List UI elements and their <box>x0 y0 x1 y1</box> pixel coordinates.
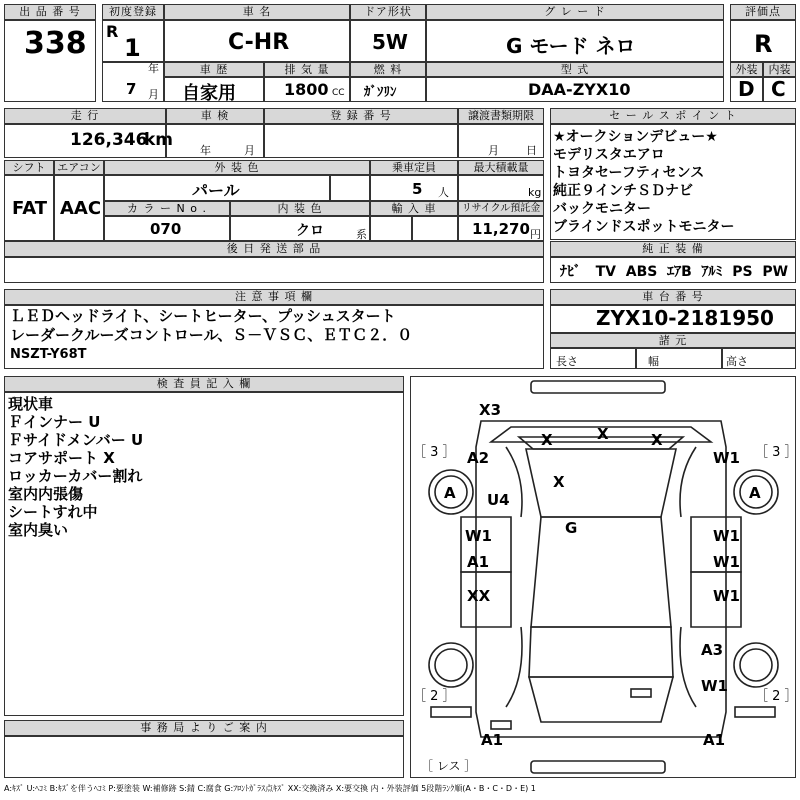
inspector-line: コアサポート X <box>8 449 115 467</box>
first-reg-header: 初度登録 <box>102 4 164 20</box>
bracket-rear-right: ［ 2 ］ <box>755 689 798 704</box>
sales-point-item: モデリスタエアロ <box>553 147 665 163</box>
sales-point-list <box>553 128 734 236</box>
import-cell-a <box>370 216 412 241</box>
reg-no-header: 登 録 番 号 <box>264 108 458 124</box>
yen-unit: 円 <box>530 228 541 241</box>
sales-point-item: 純正９インチＳＤナビ <box>553 183 693 199</box>
int-grade: C <box>771 77 786 101</box>
equipment-item: ｴｱB <box>667 264 692 280</box>
reg-year: 1 <box>124 34 141 62</box>
inspector-line: ロッカーカバー割れ <box>8 467 143 485</box>
insp-year: 年 <box>200 144 211 157</box>
mark-rear-bumper-left: A1 <box>481 731 504 749</box>
aircon-header: エアコン <box>54 160 104 175</box>
later-parts-header: 後 日 発 送 部 品 <box>4 241 544 257</box>
notes-list <box>10 307 412 364</box>
interior-header: 内装 <box>763 62 796 77</box>
import-header: 輸 入 車 <box>370 201 458 216</box>
reg-era: R <box>106 22 119 41</box>
recycle-header: リサイクル預託金 <box>458 201 544 216</box>
grade: G モード ネロ <box>506 34 636 58</box>
door: 5W <box>372 30 408 54</box>
office-cell <box>4 736 404 778</box>
ext-color-extra-cell <box>330 175 370 201</box>
car-name-header: 車 名 <box>164 4 350 20</box>
mark-right-rear: W1 <box>701 677 728 695</box>
history-header: 車 歴 <box>164 62 264 77</box>
reg-month: 7 <box>126 80 137 98</box>
insp-month: 月 <box>244 144 255 157</box>
shift: FAT <box>12 198 48 219</box>
equipment-item: PS <box>732 264 753 280</box>
mark-right-fender: W1 <box>713 449 740 467</box>
reg-no-cell <box>264 124 458 158</box>
equipment-item: TV <box>595 264 617 280</box>
month-unit: 月 <box>148 88 159 101</box>
inspector-header: 検 査 員 記 入 欄 <box>4 376 404 392</box>
equipment-item: ABS <box>625 264 658 280</box>
mark-hood: X <box>553 473 565 491</box>
import-cell-b <box>412 216 458 241</box>
mark-front-right-door: W1 <box>713 527 740 545</box>
mark-rear-bumper-right: A1 <box>703 731 726 749</box>
exterior-header: 外装 <box>730 62 763 77</box>
mark-front-left-door-2: A1 <box>467 553 490 571</box>
bracket-front-right: ［ 3 ］ <box>755 445 798 460</box>
recycle: 11,270 <box>472 220 530 238</box>
mileage: 126,346 <box>70 130 148 150</box>
mark-rear-left-door: XX <box>467 587 491 605</box>
history: 自家用 <box>182 83 236 104</box>
aircon: AAC <box>60 198 102 219</box>
inspector-line: シートすれ中 <box>8 503 98 521</box>
deadline-month: 月 <box>488 144 499 157</box>
kg-unit: kg <box>528 186 542 199</box>
car-diagram <box>410 376 796 778</box>
mark-front-bumper: X3 <box>479 401 502 419</box>
cc-unit: CC <box>332 88 345 98</box>
mark-windshield: G <box>565 519 578 537</box>
capacity-header: 乗車定員 <box>370 160 458 175</box>
shift-header: シフト <box>4 160 54 175</box>
lot-no-header: 出 品 番 号 <box>4 4 96 20</box>
color-no: 070 <box>150 220 182 238</box>
chassis-no: ZYX10-2181950 <box>596 306 774 330</box>
chassis-no-header: 車 台 番 号 <box>550 289 796 305</box>
note-line: NSZT-Y68T <box>10 347 87 362</box>
displacement: 1800 <box>284 80 329 99</box>
model-header: 型 式 <box>426 62 724 77</box>
notes-header: 注 意 事 項 欄 <box>4 289 544 305</box>
mark-grille-left: X <box>541 431 553 449</box>
equipment-item: PW <box>762 264 789 280</box>
bracket-front-left: ［ 3 ］ <box>413 445 456 460</box>
year-unit: 年 <box>148 62 159 75</box>
rating-header: 評価点 <box>730 4 796 20</box>
inspector-list <box>8 395 143 539</box>
ext-color-header: 外 装 色 <box>104 160 370 175</box>
rating: R <box>754 30 773 58</box>
mark-left-fender: A2 <box>467 449 490 467</box>
mark-right-quarter: A3 <box>701 641 724 659</box>
car-name: C-HR <box>228 30 290 55</box>
door-header: ドア形状 <box>350 4 426 20</box>
inspector-line: Ｆサイドメンバー U <box>8 431 144 449</box>
inspector-line: Ｆインナー U <box>8 413 101 431</box>
spec-height-label: 高さ <box>726 355 748 368</box>
fuel-header: 燃 料 <box>350 62 426 77</box>
equipment-item: ｱﾙﾐ <box>701 264 723 280</box>
inspector-line: 室内臭い <box>8 521 69 539</box>
equipment-header: 純 正 装 備 <box>550 241 796 257</box>
km-unit: km <box>144 130 174 150</box>
mark-front-left-wheel: A <box>444 484 456 502</box>
mark-grille-center: X <box>597 425 609 443</box>
sales-point-item: トヨタセーフティセンス <box>553 165 705 181</box>
lot-no: 338 <box>24 26 87 61</box>
sales-point-item: ブラインドスポットモニター <box>553 219 735 235</box>
legend: A:ｷｽﾞ U:ﾍｺﾐ B:ｷｽﾞを伴うﾍｺﾐ P:要塗装 W:補修跡 S:錆 C:腐食 G:ﾌﾛﾝﾄｶﾞﾗｽ点ｷｽﾞ XX:交換済み X:要交換 内・外装評価 5段階ﾗﾝｸ順(A・B・C・D・E) 1 <box>4 784 536 793</box>
deadline-day: 日 <box>526 144 537 157</box>
spec-width-label: 幅 <box>648 355 659 368</box>
mark-rear-right-door: W1 <box>713 587 740 605</box>
inspection-header: 車 検 <box>166 108 264 124</box>
int-suffix: 系 <box>356 228 367 241</box>
person-unit: 人 <box>438 186 449 199</box>
sales-point-header: セ ー ル ス ポ イ ン ト <box>550 108 796 124</box>
mark-left-panel: U4 <box>487 491 510 509</box>
sales-point-item: バックモニター <box>553 201 651 217</box>
mark-grille-right: X <box>651 431 663 449</box>
ext-color: パール <box>192 181 240 200</box>
later-parts-cell <box>4 257 544 283</box>
office-header: 事 務 局 よ り ご 案 内 <box>4 720 404 736</box>
sales-point-item: ★オークションデビュー★ <box>553 129 718 145</box>
note-line: ＬＥＤヘッドライト、シートヒーター、プッシュスタート <box>10 307 396 325</box>
grade-header: グ レ ー ド <box>426 4 724 20</box>
int-color-header: 内 装 色 <box>230 201 370 216</box>
spec-length-label: 長さ <box>556 355 578 368</box>
bracket-rear-left: ［ 2 ］ <box>413 689 456 704</box>
mileage-header: 走 行 <box>4 108 166 124</box>
inspector-line: 現状車 <box>8 395 54 413</box>
mark-front-right-door-2: W1 <box>713 553 740 571</box>
int-color: クロ <box>296 223 324 239</box>
ext-grade: D <box>738 77 755 101</box>
equipment-item: ﾅﾋﾞ <box>560 264 581 280</box>
fuel: ｶﾞｿﾘﾝ <box>364 85 397 100</box>
capacity: 5 <box>412 180 423 198</box>
max-load-header: 最大積載量 <box>458 160 544 175</box>
specs-header: 諸 元 <box>550 333 796 348</box>
mark-front-left-door: W1 <box>465 527 492 545</box>
equipment-list <box>560 261 788 281</box>
inspector-line: 室内内張傷 <box>8 485 84 503</box>
note-line: レーダークルーズコントロール、Ｓ－ＶＳＣ、ＥＴＣ２．０ <box>10 326 413 344</box>
model: DAA-ZYX10 <box>528 80 631 99</box>
color-no-header: カ ラ ー N o . <box>104 201 230 216</box>
bracket-spare: ［ レス ］ <box>421 759 477 773</box>
displacement-header: 排 気 量 <box>264 62 350 77</box>
deadline-header: 譲渡書類期限 <box>458 108 544 124</box>
mark-front-right-wheel: A <box>749 484 761 502</box>
